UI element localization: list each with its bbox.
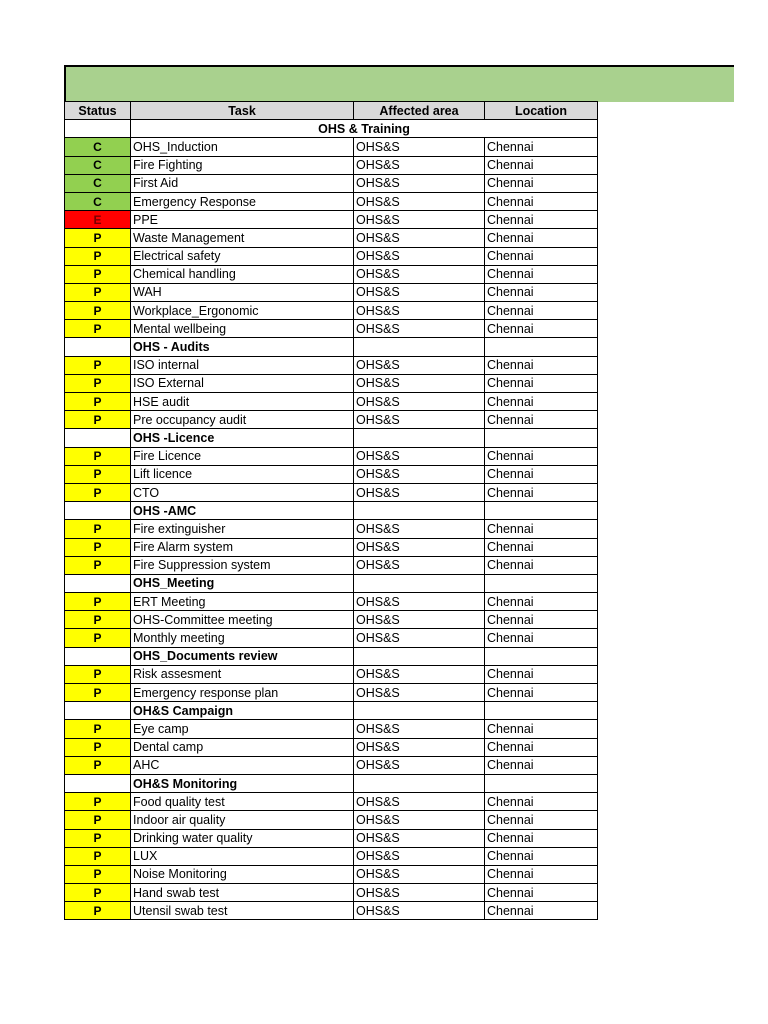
- task-cell[interactable]: AHC: [131, 756, 354, 774]
- task-cell[interactable]: Chemical handling: [131, 265, 354, 283]
- task-cell[interactable]: HSE audit: [131, 393, 354, 411]
- section-title[interactable]: OHS -AMC: [131, 502, 354, 520]
- status-cell[interactable]: P: [65, 374, 131, 392]
- table-row: [65, 356, 598, 374]
- status-cell[interactable]: P: [65, 247, 131, 265]
- task-cell[interactable]: Eye camp: [131, 720, 354, 738]
- location-cell[interactable]: Chennai: [485, 902, 598, 920]
- affected-area-cell[interactable]: OHS&S: [354, 174, 485, 192]
- section-status-cell[interactable]: [65, 338, 131, 356]
- status-cell[interactable]: P: [65, 902, 131, 920]
- task-cell[interactable]: Emergency response plan: [131, 684, 354, 702]
- table-row: [65, 593, 598, 611]
- table-row: [65, 902, 598, 920]
- table-row: [65, 756, 598, 774]
- table-row: [65, 447, 598, 465]
- affected-area-cell[interactable]: OHS&S: [354, 192, 485, 210]
- location-cell[interactable]: Chennai: [485, 665, 598, 683]
- status-cell[interactable]: P: [65, 356, 131, 374]
- location-cell[interactable]: Chennai: [485, 538, 598, 556]
- section-row: [65, 502, 598, 520]
- task-cell[interactable]: Electrical safety: [131, 247, 354, 265]
- table-row: [65, 884, 598, 902]
- affected-area-cell[interactable]: OHS&S: [354, 483, 485, 501]
- section-status-cell[interactable]: [65, 120, 131, 138]
- task-cell[interactable]: Indoor air quality: [131, 811, 354, 829]
- status-cell[interactable]: P: [65, 538, 131, 556]
- status-cell[interactable]: P: [65, 829, 131, 847]
- table-row: [65, 320, 598, 338]
- location-cell[interactable]: Chennai: [485, 829, 598, 847]
- affected-area-cell[interactable]: OHS&S: [354, 302, 485, 320]
- location-cell[interactable]: Chennai: [485, 393, 598, 411]
- task-cell[interactable]: Waste Management: [131, 229, 354, 247]
- task-cell[interactable]: Lift licence: [131, 465, 354, 483]
- title-banner: [64, 65, 734, 102]
- status-cell[interactable]: E: [65, 211, 131, 229]
- section-row: [65, 120, 598, 138]
- location-cell[interactable]: Chennai: [485, 884, 598, 902]
- status-cell[interactable]: P: [65, 847, 131, 865]
- task-cell[interactable]: ERT Meeting: [131, 593, 354, 611]
- location-cell[interactable]: Chennai: [485, 174, 598, 192]
- affected-area-cell[interactable]: OHS&S: [354, 611, 485, 629]
- section-location-cell[interactable]: [485, 574, 598, 592]
- table-row: [65, 829, 598, 847]
- task-cell[interactable]: Workplace_Ergonomic: [131, 302, 354, 320]
- section-area-cell[interactable]: [354, 338, 485, 356]
- task-cell[interactable]: Monthly meeting: [131, 629, 354, 647]
- status-cell[interactable]: P: [65, 447, 131, 465]
- location-cell[interactable]: Chennai: [485, 684, 598, 702]
- location-cell[interactable]: Chennai: [485, 756, 598, 774]
- location-cell[interactable]: Chennai: [485, 629, 598, 647]
- status-cell[interactable]: P: [65, 811, 131, 829]
- status-cell[interactable]: P: [65, 302, 131, 320]
- affected-area-cell[interactable]: OHS&S: [354, 211, 485, 229]
- affected-area-cell[interactable]: OHS&S: [354, 247, 485, 265]
- task-cell[interactable]: First Aid: [131, 174, 354, 192]
- status-cell[interactable]: P: [65, 556, 131, 574]
- location-cell[interactable]: Chennai: [485, 483, 598, 501]
- affected-area-cell[interactable]: OHS&S: [354, 283, 485, 301]
- section-status-cell[interactable]: [65, 647, 131, 665]
- section-area-cell[interactable]: [354, 502, 485, 520]
- status-cell[interactable]: P: [65, 229, 131, 247]
- status-cell[interactable]: P: [65, 283, 131, 301]
- status-cell[interactable]: C: [65, 174, 131, 192]
- affected-area-cell[interactable]: OHS&S: [354, 229, 485, 247]
- section-title[interactable]: OH&S Campaign: [131, 702, 354, 720]
- location-cell[interactable]: Chennai: [485, 611, 598, 629]
- section-area-cell[interactable]: [354, 774, 485, 792]
- task-cell[interactable]: OHS-Committee meeting: [131, 611, 354, 629]
- task-cell[interactable]: Food quality test: [131, 793, 354, 811]
- section-area-cell[interactable]: [354, 429, 485, 447]
- table-row: [65, 720, 598, 738]
- table-row: [65, 611, 598, 629]
- location-cell[interactable]: Chennai: [485, 229, 598, 247]
- task-cell[interactable]: Utensil swab test: [131, 902, 354, 920]
- location-cell[interactable]: Chennai: [485, 411, 598, 429]
- location-cell[interactable]: Chennai: [485, 247, 598, 265]
- section-location-cell[interactable]: [485, 502, 598, 520]
- affected-area-cell[interactable]: OHS&S: [354, 465, 485, 483]
- status-cell[interactable]: P: [65, 265, 131, 283]
- task-cell[interactable]: Fire Licence: [131, 447, 354, 465]
- affected-area-cell[interactable]: OHS&S: [354, 738, 485, 756]
- location-cell[interactable]: Chennai: [485, 374, 598, 392]
- affected-area-cell[interactable]: OHS&S: [354, 374, 485, 392]
- task-cell[interactable]: Pre occupancy audit: [131, 411, 354, 429]
- task-cell[interactable]: Fire Fighting: [131, 156, 354, 174]
- location-cell[interactable]: Chennai: [485, 465, 598, 483]
- status-cell[interactable]: P: [65, 593, 131, 611]
- affected-area-cell[interactable]: OHS&S: [354, 811, 485, 829]
- section-title[interactable]: OHS_Meeting: [131, 574, 354, 592]
- location-cell[interactable]: Chennai: [485, 211, 598, 229]
- affected-area-cell[interactable]: OHS&S: [354, 138, 485, 156]
- section-row: [65, 429, 598, 447]
- section-row: [65, 702, 598, 720]
- affected-area-cell[interactable]: OHS&S: [354, 393, 485, 411]
- status-cell[interactable]: P: [65, 483, 131, 501]
- status-cell[interactable]: P: [65, 720, 131, 738]
- table-row: [65, 520, 598, 538]
- status-cell[interactable]: P: [65, 684, 131, 702]
- task-cell[interactable]: Noise Monitoring: [131, 865, 354, 883]
- table-row: [65, 393, 598, 411]
- section-area-cell[interactable]: [354, 647, 485, 665]
- location-cell[interactable]: Chennai: [485, 811, 598, 829]
- task-cell[interactable]: Fire Suppression system: [131, 556, 354, 574]
- affected-area-cell[interactable]: OHS&S: [354, 720, 485, 738]
- affected-area-cell[interactable]: OHS&S: [354, 156, 485, 174]
- status-cell[interactable]: P: [65, 465, 131, 483]
- status-cell[interactable]: P: [65, 629, 131, 647]
- task-cell[interactable]: ISO internal: [131, 356, 354, 374]
- affected-area-cell[interactable]: OHS&S: [354, 902, 485, 920]
- task-cell[interactable]: OHS_Induction: [131, 138, 354, 156]
- section-location-cell[interactable]: [485, 429, 598, 447]
- task-cell[interactable]: Hand swab test: [131, 884, 354, 902]
- section-status-cell[interactable]: [65, 702, 131, 720]
- status-cell[interactable]: P: [65, 393, 131, 411]
- location-cell[interactable]: Chennai: [485, 793, 598, 811]
- status-cell[interactable]: P: [65, 665, 131, 683]
- table-row: [65, 138, 598, 156]
- task-cell[interactable]: ISO External: [131, 374, 354, 392]
- location-cell[interactable]: Chennai: [485, 356, 598, 374]
- task-cell[interactable]: LUX: [131, 847, 354, 865]
- affected-area-cell[interactable]: OHS&S: [354, 265, 485, 283]
- table-row: [65, 211, 598, 229]
- section-row: [65, 774, 598, 792]
- location-header[interactable]: Location: [485, 102, 598, 120]
- table-row: [65, 665, 598, 683]
- task-table: [64, 101, 598, 920]
- section-row: [65, 574, 598, 592]
- table-row: [65, 811, 598, 829]
- affected-area-header[interactable]: Affected area: [354, 102, 485, 120]
- affected-area-cell[interactable]: OHS&S: [354, 556, 485, 574]
- status-cell[interactable]: C: [65, 138, 131, 156]
- status-cell[interactable]: P: [65, 520, 131, 538]
- status-cell[interactable]: P: [65, 756, 131, 774]
- affected-area-cell[interactable]: OHS&S: [354, 684, 485, 702]
- section-status-cell[interactable]: [65, 502, 131, 520]
- status-cell[interactable]: P: [65, 411, 131, 429]
- table-row: [65, 465, 598, 483]
- section-area-cell[interactable]: [354, 574, 485, 592]
- table-row: [65, 302, 598, 320]
- status-cell[interactable]: P: [65, 738, 131, 756]
- table-row: [65, 411, 598, 429]
- affected-area-cell[interactable]: OHS&S: [354, 756, 485, 774]
- status-cell[interactable]: C: [65, 192, 131, 210]
- task-cell[interactable]: Fire Alarm system: [131, 538, 354, 556]
- affected-area-cell[interactable]: OHS&S: [354, 411, 485, 429]
- table-row: [65, 865, 598, 883]
- affected-area-cell[interactable]: OHS&S: [354, 447, 485, 465]
- task-cell[interactable]: PPE: [131, 211, 354, 229]
- task-cell[interactable]: WAH: [131, 283, 354, 301]
- status-cell[interactable]: C: [65, 156, 131, 174]
- location-cell[interactable]: Chennai: [485, 320, 598, 338]
- status-cell[interactable]: P: [65, 793, 131, 811]
- location-cell[interactable]: Chennai: [485, 556, 598, 574]
- section-title[interactable]: OHS_Documents review: [131, 647, 354, 665]
- location-cell[interactable]: Chennai: [485, 738, 598, 756]
- task-cell[interactable]: Drinking water quality: [131, 829, 354, 847]
- status-cell[interactable]: P: [65, 865, 131, 883]
- location-cell[interactable]: Chennai: [485, 192, 598, 210]
- status-cell[interactable]: P: [65, 611, 131, 629]
- table-row: [65, 556, 598, 574]
- section-title[interactable]: OHS - Audits: [131, 338, 354, 356]
- section-title[interactable]: OH&S Monitoring: [131, 774, 354, 792]
- location-cell[interactable]: Chennai: [485, 283, 598, 301]
- section-location-cell[interactable]: [485, 774, 598, 792]
- affected-area-cell[interactable]: OHS&S: [354, 520, 485, 538]
- affected-area-cell[interactable]: OHS&S: [354, 829, 485, 847]
- table-row: [65, 192, 598, 210]
- affected-area-cell[interactable]: OHS&S: [354, 356, 485, 374]
- affected-area-cell[interactable]: OHS&S: [354, 593, 485, 611]
- section-location-cell[interactable]: [485, 702, 598, 720]
- section-location-cell[interactable]: [485, 338, 598, 356]
- affected-area-cell[interactable]: OHS&S: [354, 629, 485, 647]
- section-area-cell[interactable]: [354, 702, 485, 720]
- location-cell[interactable]: Chennai: [485, 156, 598, 174]
- table-row: [65, 283, 598, 301]
- table-row: [65, 684, 598, 702]
- table-row: [65, 229, 598, 247]
- status-cell[interactable]: P: [65, 320, 131, 338]
- location-cell[interactable]: Chennai: [485, 865, 598, 883]
- section-row: [65, 338, 598, 356]
- section-status-cell[interactable]: [65, 574, 131, 592]
- task-cell[interactable]: Dental camp: [131, 738, 354, 756]
- table-row: [65, 247, 598, 265]
- table-row: [65, 847, 598, 865]
- table-row: [65, 156, 598, 174]
- table-body: [65, 120, 598, 920]
- affected-area-cell[interactable]: OHS&S: [354, 847, 485, 865]
- section-status-cell[interactable]: [65, 429, 131, 447]
- location-cell[interactable]: Chennai: [485, 520, 598, 538]
- location-cell[interactable]: Chennai: [485, 720, 598, 738]
- task-cell[interactable]: Risk assesment: [131, 665, 354, 683]
- location-cell[interactable]: Chennai: [485, 447, 598, 465]
- location-cell[interactable]: Chennai: [485, 138, 598, 156]
- table-row: [65, 374, 598, 392]
- affected-area-cell[interactable]: OHS&S: [354, 665, 485, 683]
- section-row: [65, 647, 598, 665]
- table-row: [65, 538, 598, 556]
- status-cell[interactable]: P: [65, 884, 131, 902]
- location-cell[interactable]: Chennai: [485, 265, 598, 283]
- task-cell[interactable]: Mental wellbeing: [131, 320, 354, 338]
- table-row: [65, 793, 598, 811]
- section-status-cell[interactable]: [65, 774, 131, 792]
- task-header[interactable]: Task: [131, 102, 354, 120]
- task-cell[interactable]: Fire extinguisher: [131, 520, 354, 538]
- location-cell[interactable]: Chennai: [485, 593, 598, 611]
- task-cell[interactable]: Emergency Response: [131, 192, 354, 210]
- section-title[interactable]: OHS & Training: [131, 120, 598, 138]
- status-header[interactable]: Status: [65, 102, 131, 120]
- table-row: [65, 483, 598, 501]
- location-cell[interactable]: Chennai: [485, 302, 598, 320]
- section-location-cell[interactable]: [485, 647, 598, 665]
- affected-area-cell[interactable]: OHS&S: [354, 793, 485, 811]
- table-row: [65, 265, 598, 283]
- affected-area-cell[interactable]: OHS&S: [354, 538, 485, 556]
- task-cell[interactable]: CTO: [131, 483, 354, 501]
- table-row: [65, 629, 598, 647]
- table-row: [65, 174, 598, 192]
- affected-area-cell[interactable]: OHS&S: [354, 320, 485, 338]
- section-title[interactable]: OHS -Licence: [131, 429, 354, 447]
- affected-area-cell[interactable]: OHS&S: [354, 865, 485, 883]
- location-cell[interactable]: Chennai: [485, 847, 598, 865]
- header-row: [65, 102, 598, 120]
- table-row: [65, 738, 598, 756]
- affected-area-cell[interactable]: OHS&S: [354, 884, 485, 902]
